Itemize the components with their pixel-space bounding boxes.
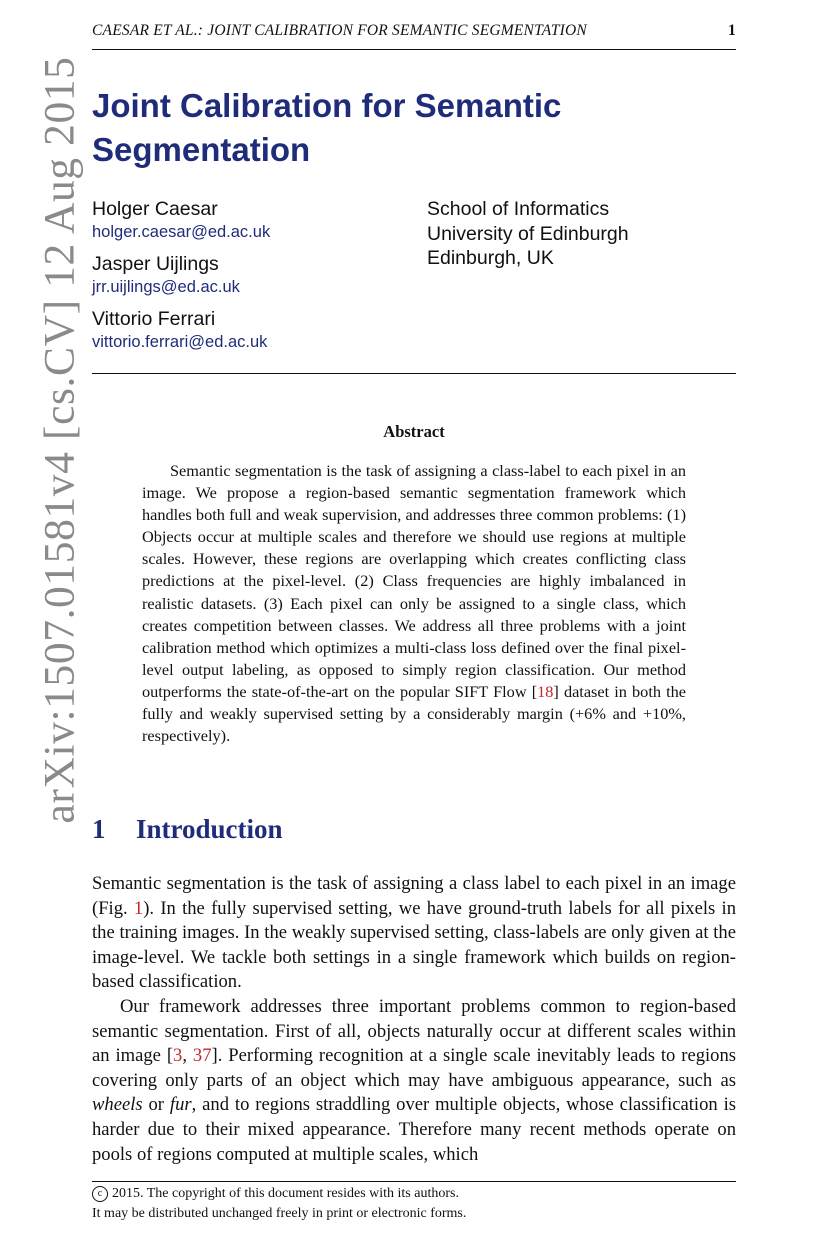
affiliation-line: University of Edinburgh (427, 222, 629, 245)
abstract-heading: Abstract (383, 422, 445, 441)
abstract-text-part: Semantic segmentation is the task of assigning a class-label to each pixel in an image. We propose a region-based semantic segmentation framework which handles both full and weak supervision, and addresses three common problems: (1) Objects occur at multiple scales and therefore we should use regions at multiple scales. However, these regions are overlapping which creates conflicting class predictions at the pixel-level. (2) Class frequencies are highly imbalanced in realistic datasets. (3) Each pixel can only be assigned to a single class, which creates competition between classes. We address all three problems with a joint calibration method which optimizes a multi-class loss defined over the final pixel-level output labeling, as opposed to simply region classification. Our method outperforms the state-of-the-art on the popular SIFT Flow [ (142, 461, 686, 701)
footer-line (92, 1184, 736, 1204)
author-name: Jasper Uijlings (92, 253, 219, 275)
running-header-text: CAESAR ET AL.: JOINT CALIBRATION FOR SEMANTIC SEGMENTATION (92, 22, 587, 39)
citation-link[interactable]: 3 (173, 1045, 183, 1067)
author (92, 252, 412, 298)
page-number: 1 (728, 22, 736, 39)
copyright-footer (92, 1184, 736, 1224)
running-header (92, 22, 736, 40)
author-email-link[interactable]: vittorio.ferrari@ed.ac.uk (92, 333, 268, 351)
arxiv-stamp (20, 56, 100, 824)
arxiv-stamp-text: arXiv:1507.01581v4 [cs.CV] 12 Aug 2015 (36, 56, 84, 824)
author-email-link[interactable]: jrr.uijlings@ed.ac.uk (92, 278, 240, 296)
affiliation-line: School of Informatics (427, 198, 610, 220)
title-block-rule (92, 373, 736, 374)
text-run: ]. Performing recognition at a single scale inevitably leads to regions covering only parts of an object which may have ambiguous appearance, such as (92, 1045, 736, 1091)
text-run: ). In the fully supervised setting, we have ground-truth labels for all pixels in the training images. In the weakly supervised setting, class-labels are only given at the image-level. We tackle both settings in a single framework which builds on region-based classification. (92, 897, 736, 993)
figure-link[interactable]: 1 (133, 897, 144, 919)
paragraph (92, 995, 736, 1167)
text-run: , and to regions straddling over multiple objects, whose classification is harder due to their mixed appearance. Therefore many recent methods operate on pools of regions computed at multiple scales, which (92, 1094, 736, 1165)
author-email-link[interactable]: holger.caesar@ed.ac.uk (92, 223, 271, 241)
emphasis: fur (169, 1094, 192, 1116)
citation-link[interactable]: 18 (537, 681, 554, 701)
header-rule (92, 49, 736, 50)
text-run: or (142, 1094, 170, 1116)
copyright-icon: c (92, 1186, 108, 1202)
affiliation-line: Edinburgh, UK (427, 247, 554, 269)
abstract-text-part: ] dataset in both the fully and weakly supervised setting by a considerably margin (+6% and +10%, respectively). (142, 681, 686, 746)
author (92, 307, 412, 353)
text-run: Our framework addresses three important problems common to region-based semantic segmentation. First of all, objects naturally occur at different scales within an image [ (92, 995, 736, 1067)
section-number: 1 (92, 814, 106, 844)
affiliation (427, 197, 727, 271)
author-name: Vittorio Ferrari (92, 308, 216, 330)
emphasis: wheels (92, 1094, 143, 1116)
section-title: Introduction (136, 814, 283, 844)
author (92, 197, 412, 243)
introduction-body (92, 872, 736, 1167)
footer-rule (92, 1181, 736, 1182)
text-run: Semantic segmentation is the task of assigning a class label to each pixel in an image (Fig. (92, 873, 736, 919)
footer-line: It may be distributed unchanged freely in print or electronic forms. (92, 1206, 467, 1221)
section-heading (92, 814, 736, 845)
abstract-text (142, 460, 686, 747)
footer-text: 2015. The copyright of this document resides with its authors. (112, 1186, 459, 1201)
paragraph (92, 872, 736, 995)
paper-title: Joint Calibration for Semantic Segmentation (92, 87, 562, 168)
citation-link[interactable]: 37 (192, 1045, 212, 1067)
text-run: , (182, 1045, 193, 1067)
author-list (92, 197, 412, 362)
author-name: Holger Caesar (92, 198, 218, 220)
